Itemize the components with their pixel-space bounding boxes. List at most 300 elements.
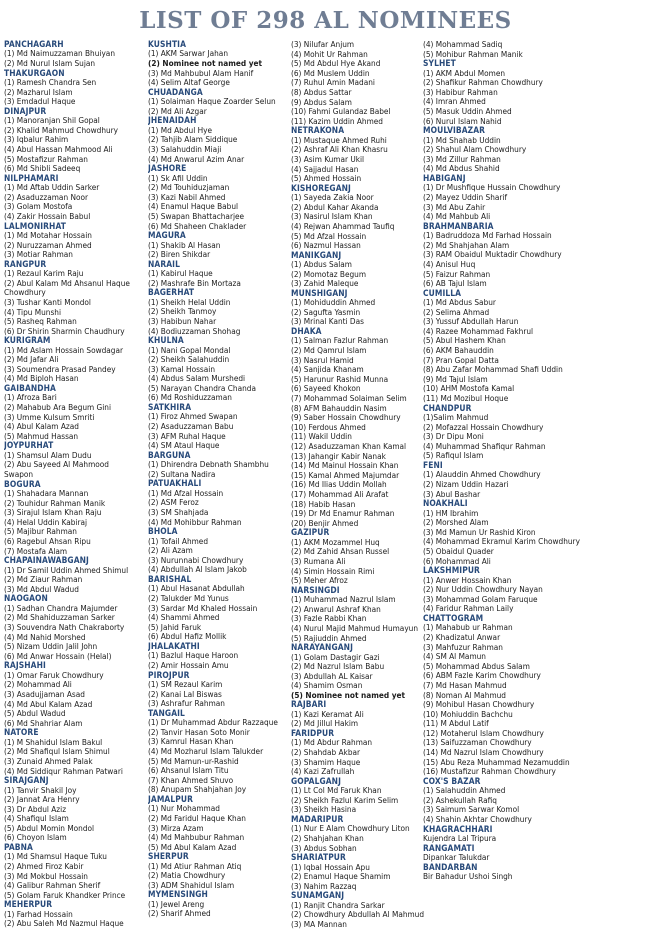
nominee-item: (2) Md Nurul Islam Sujan [4, 58, 96, 68]
nominee-item: (6) Md Shahriar Alam [4, 717, 83, 728]
nominee-item: (1) Muhammad Nazrul Islam [291, 594, 396, 605]
district-heading: NARAYANGANJ [291, 642, 353, 653]
nominee-item: (1) Md Shahab Uddin [423, 134, 501, 145]
nominee-item: (2) Chowdhury Abdullah Al Mahmud [291, 909, 425, 920]
nominee-item: (8) Abdus Sattar [291, 86, 352, 97]
district-heading: MEHERPUR [4, 899, 53, 910]
nominee-item: (3) Abul Bashar [423, 488, 481, 499]
nominee-item: (1) Shakib Al Hasan [148, 239, 221, 250]
nominee-item: (5) Mohibur Rahman Manik [423, 48, 523, 59]
district-heading: KHAGRACHHARI [423, 823, 493, 834]
nominee-item: (1) Dr Muhammad Abdur Razzaque [148, 717, 278, 728]
nominee-item: (3) Dr Abdul Aziz [4, 803, 67, 814]
nominee-item: (4) Mohammad Sadiq [423, 40, 503, 49]
nominee-item: (7) Ruhul Amin Madani [291, 77, 375, 88]
nominee-item: (3) Zahid Maleque [291, 278, 359, 289]
nominee-item: (9) Md Tajul Islam [423, 373, 488, 384]
nominee-item: (10) Fahmi Gulandaz Babel [291, 106, 391, 117]
nominee-item: (1) Md Abdus Sabur [423, 297, 496, 308]
district-heading: SIRAJGANJ [4, 775, 49, 786]
nominee-item: (1) Md Motahar Hossain [4, 229, 92, 240]
nominee-item: (1) Salahuddin Ahmed [423, 785, 506, 796]
nominee-item: (11) Md Mozibul Hoque [423, 393, 509, 404]
district-heading: SHERPUR [148, 851, 189, 862]
nominee-item: (4) Muhammad Shafiqur Rahman [423, 440, 546, 451]
nominee-item: (12) Motaherul Islam Chowdhury [423, 727, 544, 738]
nominee-item: (6) Md Roshiduzzaman [148, 392, 232, 403]
nominee-item: (5) Harunur Rashid Munna [291, 373, 389, 384]
nominee-item: (2) Talukder Md Yunus [148, 593, 229, 603]
district-heading: JAMALPUR [148, 793, 194, 804]
district-heading: GAZIPUR [291, 527, 330, 538]
nominee-item: (4) Shammi Ahmed [148, 612, 220, 623]
nominee-item: (2) Mohammad Ali [4, 679, 72, 690]
nominee-item: (5) Swapan Bhattacharjee [148, 210, 245, 221]
nominee-item: (4) SM Al Mamun [423, 651, 486, 662]
nominee-item: (4) Md Anwarul Azim Anar [148, 153, 245, 164]
district-heading: BANDARBAN [423, 861, 478, 872]
nominee-item: (3) Ashrafur Rahman [148, 698, 225, 709]
nominee-item: (2) Sheikh Fazlul Karim Selim [291, 794, 399, 805]
nominee-item: (3) Md Mahbubul Alam Hanif [148, 67, 254, 78]
district-heading: KHULNA [148, 335, 184, 346]
nominee-item: (2) Tahjib Alam Siddique [148, 134, 238, 145]
nominee-item: (6) Ahsanul Islam Titu [148, 765, 229, 776]
nominee-item: (7) Khan Ahmed Shuvo [148, 774, 234, 785]
nominee-item: (4) Helal Uddin Kabiraj [4, 516, 88, 527]
nominee-item: (4) Anisul Huq [423, 258, 476, 269]
nominee-item: (3) Golam Mostofa [4, 201, 73, 212]
nominee-item: (9) Saber Hossain Chowdhury [291, 412, 401, 423]
nominee-item: (3) Shamim Haque [291, 756, 361, 767]
district-heading: NILPHAMARI [4, 172, 59, 183]
nominee-item: (2) Sultana Nadira [148, 468, 216, 479]
nominee-item: (1) Mahabub ur Rahman [423, 622, 513, 633]
nominee-item: (2) Sheikh Salahuddin [148, 354, 230, 365]
district-heading: PATUAKHALI [148, 478, 202, 489]
nominee-item: (3) Rumana Ali [291, 555, 346, 566]
nominee-item: (3) Abdullah AL Kaisar [291, 670, 373, 681]
nominee-item: (2) Md Shafiqul Islam Shimul [4, 746, 110, 757]
nominee-item: (6) Sayeed Khokon [291, 383, 361, 394]
nominee-item: (15) Abu Reza Muhammad Nezamuddin [423, 756, 570, 767]
district-heading: CHANDPUR [423, 402, 472, 413]
nominee-item: (3) Habibun Nahar [148, 315, 217, 326]
nominee-item: (1) Dr Samil Uddin Ahmed Shimul [4, 564, 129, 575]
nominee-item: (2) Selima Ahmad [423, 306, 490, 317]
nominee-item: (1) Kazi Keramat Ali [291, 708, 364, 719]
nominee-item: (6) Nurul Islam Nahid [423, 115, 502, 126]
nominee-item: (16) Mustafizur Rahman Chowdhury [423, 766, 556, 777]
nominee-item: (1) M Shahidul Islam Bakul [4, 736, 103, 747]
nominee-item: (3) Mahfuzur Rahman [423, 641, 503, 652]
nominee-item: (1) AKM Sarwar Jahan [148, 48, 228, 59]
nominee-item: (4) Md Mohibbur Rahman [148, 516, 242, 527]
district-heading: CHATTOGRAM [423, 612, 484, 623]
nominee-item: (2) Shahdab Akbar [291, 747, 361, 758]
nominee-item: (2) Md Zahid Ahsan Russel [291, 546, 390, 557]
district-heading: JOYPURHAT [4, 440, 54, 451]
district-heading: RANGAMATI [423, 842, 475, 853]
district-heading: JASHORE [148, 163, 187, 174]
nominee-item: (1) Md Aslam Hossain Sowdagar [4, 344, 124, 355]
nominee-item: (8) Noman Al Mahmud [423, 689, 506, 700]
nominee-item: (2) Abdul Kahar Akanda [291, 201, 379, 212]
nominee-item: (1) Md Afzal Hossain [148, 487, 224, 498]
nominee-item: (4) Sanjida Khanam [291, 364, 364, 375]
nominee-item: (3) Motiar Rahman [4, 249, 73, 260]
nominee-item: (5) Faizur Rahman [423, 268, 491, 279]
district-heading: NAOGAON [4, 593, 48, 604]
nominee-item: (5) Jahid Faruk [148, 621, 202, 632]
nominee-item: (2) Sagufta Yasmin [291, 306, 361, 317]
nominee-item: (2) Mashrafe Bin Mortaza [148, 277, 241, 288]
district-heading: DINAJPUR [4, 105, 47, 116]
nominee-item: (2) Morshed Alam [423, 517, 489, 528]
nominee-item: (5) Abdul Wadud [4, 708, 66, 719]
nominee-item: (1) Tofail Ahmed [148, 535, 209, 546]
nominee-item: (1) Omar Faruk Chowdhury [4, 669, 104, 680]
nominee-columns [0, 40, 651, 929]
district-heading: BOGURA [4, 478, 41, 489]
nominee-item: (2) Md Ali Azgar [148, 105, 207, 116]
nominee-item: (3) Asim Kumar Ukil [291, 153, 365, 164]
nominee-item: (5) Ahmed Hossain [291, 173, 362, 184]
district-heading: BHOLA [148, 526, 178, 537]
nominee-item: (8) AFM Bahauddin Nasim [291, 402, 387, 413]
nominee-item: (4) Razee Mohammad Fakhrul [423, 325, 534, 336]
nominee-item: (1) Md Abdul Hye [148, 124, 213, 135]
nominee-item: (2) Ahmed Firoz Kabir [4, 861, 84, 872]
nominee-item: (3) Souvendra Nath Chakraborty [4, 621, 125, 632]
nominee-item: (9) Abdus Salam [291, 96, 352, 107]
district-heading: KURIGRAM [4, 335, 51, 346]
nominee-item: (3) Saimum Sarwar Komol [423, 804, 520, 815]
nominee-item: (1) SM Rezaul Karim [148, 678, 223, 689]
district-heading: SHARIATPUR [291, 852, 346, 863]
nominee-item: (1) Salman Fazlur Rahman [291, 335, 389, 346]
column-4 [423, 40, 613, 882]
nominee-item: (2) Mayez Uddin Sharif [423, 191, 508, 202]
district-heading: SUNAMGANJ [291, 890, 345, 901]
nominee-item: (5) Rajiuddin Ahmed [291, 632, 367, 643]
nominee-item: (1) Mohiduddin Ahmed [291, 297, 376, 308]
nominee-item: (3) Nasirul Islam Khan [291, 211, 373, 222]
nominee-item: (7) Pran Gopal Datta [423, 354, 499, 365]
nominee-item: (6) Md Shaheen Chaklader [148, 220, 247, 231]
nominee-item: (3) Md Zillur Rahman [423, 153, 501, 164]
nominee-item: (1) Sk Afil Uddin [148, 172, 208, 183]
nominee-item: (1) Iqbal Hossain Apu [291, 861, 370, 872]
nominee-item: (2) Momotaz Begum [291, 268, 367, 279]
nominee-item: (2) Md Jafar Ali [4, 354, 59, 365]
nominee-item: (2) Touhidur Rahman Manik [4, 497, 106, 508]
nominee-item: (4) Md Mahbub Ali [423, 211, 491, 222]
nominee-item: (4) Nurul Majid Mahmud Humayun [291, 622, 419, 633]
district-heading: MYMENSINGH [148, 889, 208, 900]
district-heading: SYLHET [423, 58, 456, 69]
nominee-item: (1) Firoz Ahmed Swapan [148, 411, 238, 422]
nominee-item: (2) Ashraf Ali Khan Khasru [291, 144, 388, 155]
nominee-item: (1) Nur E Alam Chowdhury Liton [291, 823, 410, 834]
nominee-item: (1) Md Aftab Uddin Sarker [4, 182, 100, 193]
nominee-item: (5) Majibur Rahman [4, 526, 77, 537]
nominee-item: (2) Md Nazrul Islam Babu [291, 661, 385, 672]
nominee-item: (1) HM Ibrahim [423, 507, 479, 518]
nominee-item: (5) Meher Afroz [291, 575, 348, 586]
nominee-item: (4) Md Abul Kalam Azad [4, 698, 93, 709]
nominee-item: (1) Sayeda Zakia Noor [291, 192, 374, 203]
nominee-item: (1) Md Abdur Rahman [291, 737, 373, 748]
nominee-item: (1) Rezaul Karim Raju [4, 268, 84, 279]
nominee-item: (5) Rafiqul Islam [423, 450, 484, 461]
nominee-item: (2) Mahabub Ara Begum Gini [4, 402, 112, 413]
nominee-item: (3) Habibur Rahman [423, 86, 498, 97]
nominee-item: (11) M Abdul Latif [423, 718, 489, 729]
nominee-item: (2) Mazharul Islam [4, 86, 73, 97]
nominee-item: (4) Abul Hassan Mahmood Ali [4, 143, 113, 154]
nominee-item: (2) ASM Feroz [148, 497, 199, 508]
nominee-item: (6) Nazmul Hassan [291, 240, 361, 251]
nominee-item: (2) Tanvir Hasan Soto Monir [148, 726, 250, 737]
nominee-item: (3) Iqbalur Rahim [4, 134, 69, 145]
nominee-item: (3) Umme Kulsum Smriti [4, 411, 95, 422]
district-heading: FENI [423, 460, 443, 470]
nominee-item: (1) Kabirul Haque [148, 268, 213, 279]
nominee-item: (4) Md Mahbubur Rahman [148, 832, 245, 843]
nominee-item: (4) Md Biploh Hasan [4, 373, 79, 384]
nominee-item: (1) Badruddoza Md Farhad Hossain [423, 230, 552, 241]
district-heading: KUSHTIA [148, 40, 187, 49]
nominee-item: (14) Md Mainul Hossain Khan [291, 460, 399, 471]
nominee-item: (4) Md Nahid Morshed [4, 631, 86, 642]
nominee-item: (2) Amir Hossain Amu [148, 659, 229, 670]
district-heading: NATORE [4, 727, 39, 738]
nominee-item: (3) Zunaid Ahmed Palak [4, 755, 93, 766]
district-heading: RANGPUR [4, 258, 47, 269]
nominee-item: (2) Khalid Mahmud Chowdhury [4, 124, 119, 135]
district-heading: BRAHMANBARIA [423, 220, 494, 231]
nominee-item: (18) Habib Hasan [291, 498, 356, 509]
nominee-item: (2) Md Qamrul Islam [291, 345, 367, 356]
nominee-item: (1) Shamsul Alam Dudu [4, 449, 92, 460]
nominee-item: (4) Abdullah Al Islam Jakob [148, 564, 247, 575]
column-1 [4, 40, 140, 929]
nominee-item: (3) Fazle Rabbi Khan [291, 613, 367, 624]
nominee-item: (5) Abul Hashem Khan [423, 335, 506, 346]
nominee-item: (4) Selim Altaf George [148, 77, 230, 88]
district-heading: NARSINGDI [291, 584, 340, 595]
nominee-item: (4) Sajjadul Hasan [291, 163, 359, 174]
nominee-item: (3) Md Mokbul Hossain [4, 870, 88, 881]
district-heading: PIROJPUR [148, 669, 190, 680]
nominee-item: (2) Shahul Alam Chowdhury [423, 144, 527, 155]
nominee-item: (5) Mahmud Hassan [4, 430, 79, 441]
nominee-item: (1) Ramesh Chandra Sen [4, 77, 97, 87]
nominee-item: (2) Nizam Uddin Hazari [423, 479, 509, 489]
nominee-item: (2) Md Shahiduzzaman Sarker [4, 612, 115, 623]
nominee-item: (11) Wakil Uddin [291, 431, 352, 442]
nominee-item: (5) Md Mamun-ur-Rashid [148, 755, 239, 766]
nominee-item: (3) RAM Obaidul Muktadir Chowdhury [423, 249, 562, 260]
district-heading: KISHOREGANJ [291, 182, 351, 193]
nominee-item: (6) ABM Fazle Karim Chowdhury [423, 670, 541, 681]
nominee-item: Kujendra Lal Tripura [423, 833, 497, 844]
nominee-item: (1) AKM Abdul Momen [423, 67, 506, 78]
district-heading: GOPALGANJ [291, 775, 341, 786]
district-heading: RAJSHAHI [4, 660, 46, 671]
nominee-item: (1) Lt Col Md Faruk Khan [291, 785, 382, 796]
nominee-item: (1) Solaiman Haque Zoarder Selun [148, 96, 276, 107]
nominee-item: (17) Mohammad Ali Arafat [291, 488, 389, 499]
nominee-item: (13) Saifuzzaman Chowdhury [423, 737, 532, 748]
nominee-item: (3) Yussuf Abdullah Harun [423, 316, 519, 327]
nominee-item: (2) Abu Sayeed Al Mahmood Swapon [4, 459, 109, 480]
nominee-item: (2) Shafikur Rahman Chowdhury [423, 77, 543, 88]
nominee-item: (5) Rasheq Rahman [4, 316, 77, 327]
nominee-item: (2) Anwarul Ashraf Khan [291, 603, 381, 614]
nominee-item: (5) Abdul Momin Mondol [4, 822, 95, 833]
nominee-item: (2) Enamul Haque Shamim [291, 871, 391, 882]
nominee-item: (5) Mostafizur Rahman [4, 153, 88, 164]
nominee-item: (20) Benjir Ahmed [291, 517, 359, 528]
district-heading: DHAKA [291, 326, 322, 337]
nominee-item: (6) Md Muslem Uddin [291, 67, 370, 78]
nominee-item: (2) Matia Chowdhury [148, 870, 226, 881]
nominee-item: (1) Sheikh Helal Uddin [148, 296, 231, 307]
nominee-item: (4) Kazi Zafrullah [291, 766, 355, 777]
nominee-item: (3) Salahuddin Miaji [148, 143, 222, 154]
district-heading: LAKSHMIPUR [423, 565, 480, 576]
district-heading: MANIKGANJ [291, 249, 342, 260]
nominee-item: (3) Kazi Nabil Ahmed [148, 191, 226, 202]
nominee-item: (1) Md Naimuzzaman Bhuiyan [4, 48, 115, 59]
nominee-item: (8) Abu Zafar Mohammad Shafi Uddin [423, 364, 563, 375]
nominee-item: (3) SM Shahjada [148, 507, 209, 518]
nominee-item: (4) Shamim Osman [291, 680, 363, 691]
district-heading: CUMILLA [423, 287, 462, 298]
nominee-item: (5) Md Abul Kalam Azad [148, 841, 237, 852]
nominee-item: (6) Dr Shirin Sharmin Chaudhury [4, 325, 125, 336]
nominee-item: (3) Kamrul Hasan Khan [148, 736, 234, 747]
nominee-item: (3) Nahim Razzaq [291, 880, 357, 891]
district-heading: NETRAKONA [291, 125, 345, 136]
nominee-item: (6) AKM Bahauddin [423, 345, 494, 356]
nominee-item: (2) Ashekullah Rafiq [423, 794, 497, 805]
nominee-item: (6) Mohammad Ali [423, 555, 491, 566]
page-title: LIST OF 298 AL NOMINEES [139, 7, 512, 34]
nominee-item: (2) Md Touhiduzjaman [148, 182, 230, 193]
nominee-item: (4) Md Mozharul Islam Talukder [148, 745, 264, 756]
nominee-item: (3) Emdadul Haque [4, 96, 76, 107]
nominee-item: (5) Mohammad Abdus Salam [423, 660, 530, 671]
nominee-item: (2) Md Jillul Hakim [291, 718, 359, 729]
nominee-item: (6) Md Anwar Hossain (Helal) [4, 650, 112, 661]
nominee-item: (3) Sardar Md Khaled Hossain [148, 602, 258, 613]
district-heading: MOULVIBAZAR [423, 125, 486, 136]
nominee-item: (3) MA Mannan [291, 919, 347, 929]
nominee-item: (3) Mrinal Kanti Das [291, 316, 364, 327]
nominee-item: (4) Tipu Munshi [4, 306, 62, 317]
nominee-item: (2) Sharif Ahmed [148, 908, 211, 919]
nominee-item: (6) AB Tajul Islam [423, 278, 487, 289]
nominee-item: (3) Mohammad Golam Faruque [423, 593, 538, 604]
nominee-item: (2) Nur Uddin Chowdhury Nayan [423, 584, 543, 595]
nominee-item: (1) Manoranjan Shil Gopal [4, 115, 100, 126]
nominee-item: (1) Abdus Salam [291, 259, 352, 270]
nominee-item: (6) Ragebul Ahsan Ripu [4, 536, 91, 546]
nominee-item: (2) Jannat Ara Henry [4, 794, 80, 805]
nominee-item: (4) Rejwan Ahammad Taufiq [291, 220, 395, 231]
nominee-item: Dipankar Talukdar [423, 852, 490, 863]
nominee-item: (1) Md Shamsul Haque Tuku [4, 851, 107, 862]
nominee-item: (1) Mustaque Ahmed Ruhi [291, 134, 387, 145]
nominee-item: (2) Ali Azam [148, 545, 193, 556]
nominee-item: (3) Nurunnabi Chowdhury [148, 554, 244, 565]
nominee-item: (3) Sheikh Hasina [291, 804, 357, 815]
nominee-item: (2) Md Faridul Haque Khan [148, 812, 246, 823]
column-3 [291, 40, 427, 930]
nominee-item: (2) Shahjahan Khan [291, 833, 364, 844]
nominee-item: (19) Dr Md Enamur Rahman [291, 508, 395, 519]
nominee-item: (3) Asadujjaman Asad [4, 688, 85, 699]
nominee-item: (3) Abdus Sobhan [291, 842, 357, 853]
nominee-item: (3) Nasrul Hamid [291, 354, 354, 365]
nominee-item: (4) SM Ataul Haque [148, 440, 220, 451]
nominee-item: (4) Md Siddiqur Rahman Patwari [4, 765, 123, 776]
nominee-item: (4) Faridur Rahman Laily [423, 603, 514, 614]
nominee-item: (1) AKM Mozammel Huq [291, 536, 380, 547]
district-heading: NOAKHALI [423, 498, 468, 509]
nominee-item: (10) AHM Mostofa Kamal [423, 383, 515, 394]
district-heading: JHALAKATHI [148, 640, 200, 651]
nominee-item: (2) Kanai Lal Biswas [148, 688, 222, 699]
nominee-item: (1) Ranjit Chandra Sarkar [291, 899, 385, 910]
nominee-item: (13) Jahangir Kabir Nanak [291, 450, 386, 461]
nominee-item: (4) Galibur Rahman Sherif [4, 880, 101, 891]
nominee-item: (1)Salim Mahmud [423, 412, 489, 423]
nominee-item: (5) Md Afzal Hossain [291, 230, 367, 241]
nominee-item: (3) Md Abdul Wadud [4, 583, 79, 594]
district-heading: CHUADANGA [148, 86, 203, 97]
nominee-item: (5) Masuk Uddin Ahmed [423, 105, 512, 116]
nominee-item: (2) Biren Shikdar [148, 249, 211, 260]
nominee-item: (3) Sirajul Islam Khan Raju [4, 507, 102, 518]
nominee-item: (16) Md Ilias Uddin Mollah [291, 479, 387, 490]
district-heading: HABIGANJ [423, 172, 466, 183]
nominee-item: (1) Afroza Bari [4, 392, 57, 403]
nominee-item: (4) Imran Ahmed [423, 96, 486, 107]
nominee-item: (3) Dr Dipu Moni [423, 431, 484, 442]
nominee-item: (11) Kazim Uddin Ahmed [291, 115, 383, 126]
nominee-item: (12) Asaduzzaman Khan Kamal [291, 441, 407, 451]
district-heading: SATKHIRA [148, 402, 192, 413]
nominee-item: (3) Soumendra Prasad Pandey [4, 363, 116, 374]
district-heading: MADARIPUR [291, 814, 344, 825]
nominee-item: (5) Golam Faruk Khandker Prince [4, 889, 126, 900]
nominee-item: (1) Nur Mohammad [148, 803, 220, 814]
nominee-item: (1) Md Atiur Rahman Atiq [148, 860, 242, 871]
district-heading: RAJBARI [291, 699, 327, 710]
nominee-item: (5) Nizam Uddin Jalil John [4, 641, 98, 652]
nominee-item: (4) Simin Hossain Rimi [291, 565, 375, 576]
nominee-item: (3) Mirza Azam [148, 822, 204, 833]
nominee-item: (7) Md Hasan Mahmud [423, 679, 507, 690]
district-heading: BARISHAL [148, 574, 192, 584]
nominee-item: (1) Sadhan Chandra Majumder [4, 602, 118, 613]
district-heading: MUNSHIGANJ [291, 287, 348, 298]
nominee-item: (1) Anwer Hossain Khan [423, 574, 512, 585]
